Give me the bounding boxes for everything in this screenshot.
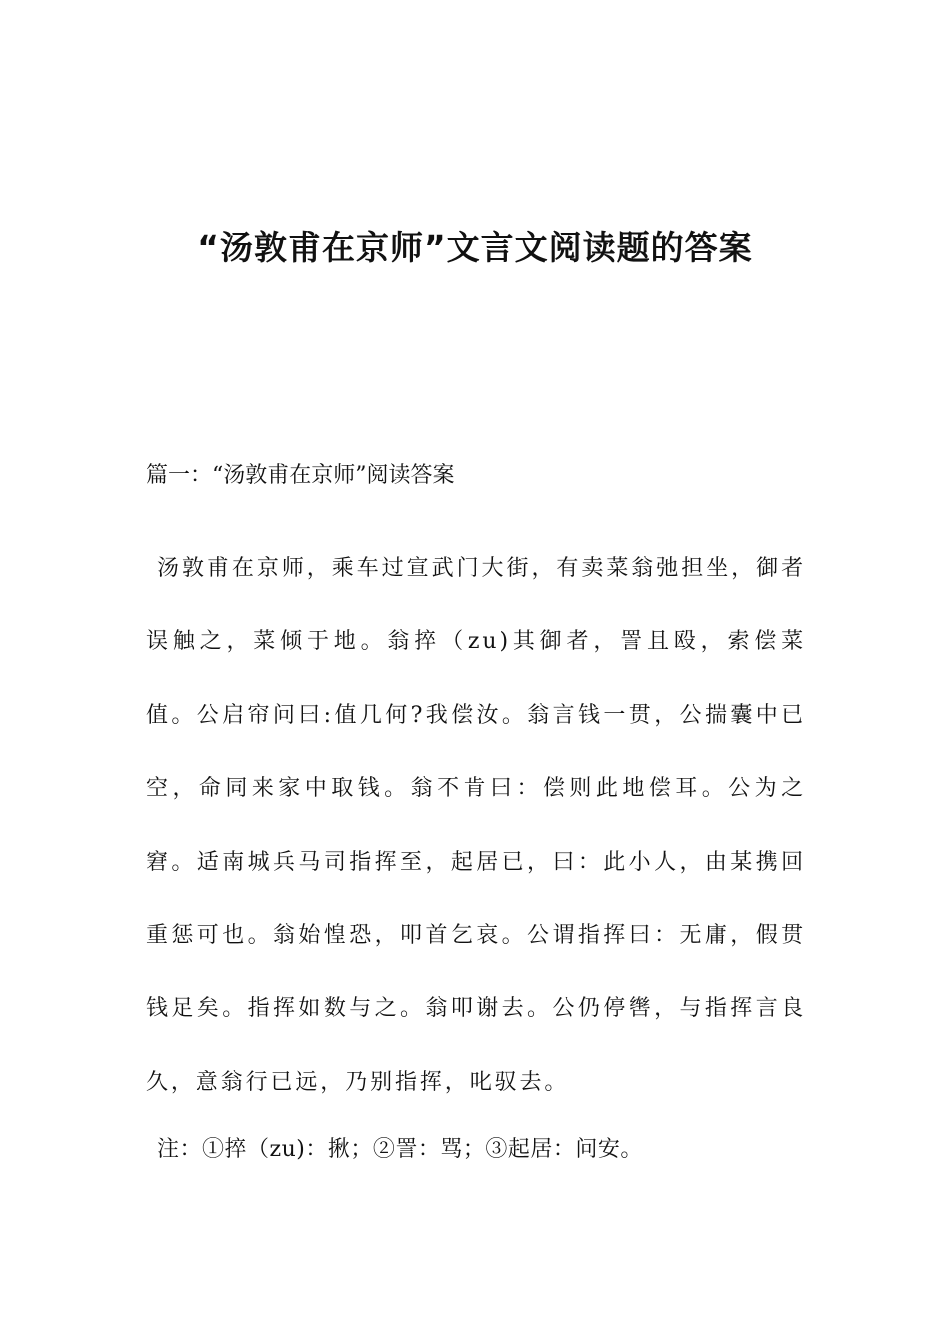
annotation-note: 注：①捽（zu)：揪；②詈：骂；③起居：问安。 [157, 1137, 643, 1162]
passage-paragraph: 汤敦甫在京师，乘车过宣武门大街，有卖菜翁弛担坐，御者误触之，菜倾于地。翁捽（zu)其御者，詈且殴，索偿菜值。公启帘问曰:值几何?我偿汝。翁言钱一贯，公揣囊中已空，命同来家中取钱。翁不肯曰：偿则此地偿耳。公为之窘。适南城兵马司指挥至，起居已，曰：此小人，由某携回重惩可也。翁始惶恐，叩首乞哀。公谓指挥曰：无庸，假贯钱足矣。指挥如数与之。翁叩谢去。公仍停辔，与指挥言良久，意翁行已远，乃别指挥，叱驭去。 [146, 556, 806, 1095]
section-heading: 篇一：“汤敦甫在京师”阅读答案 [146, 463, 455, 488]
document-title: “汤敦甫在京师”文言文阅读题的答案 [197, 228, 753, 267]
